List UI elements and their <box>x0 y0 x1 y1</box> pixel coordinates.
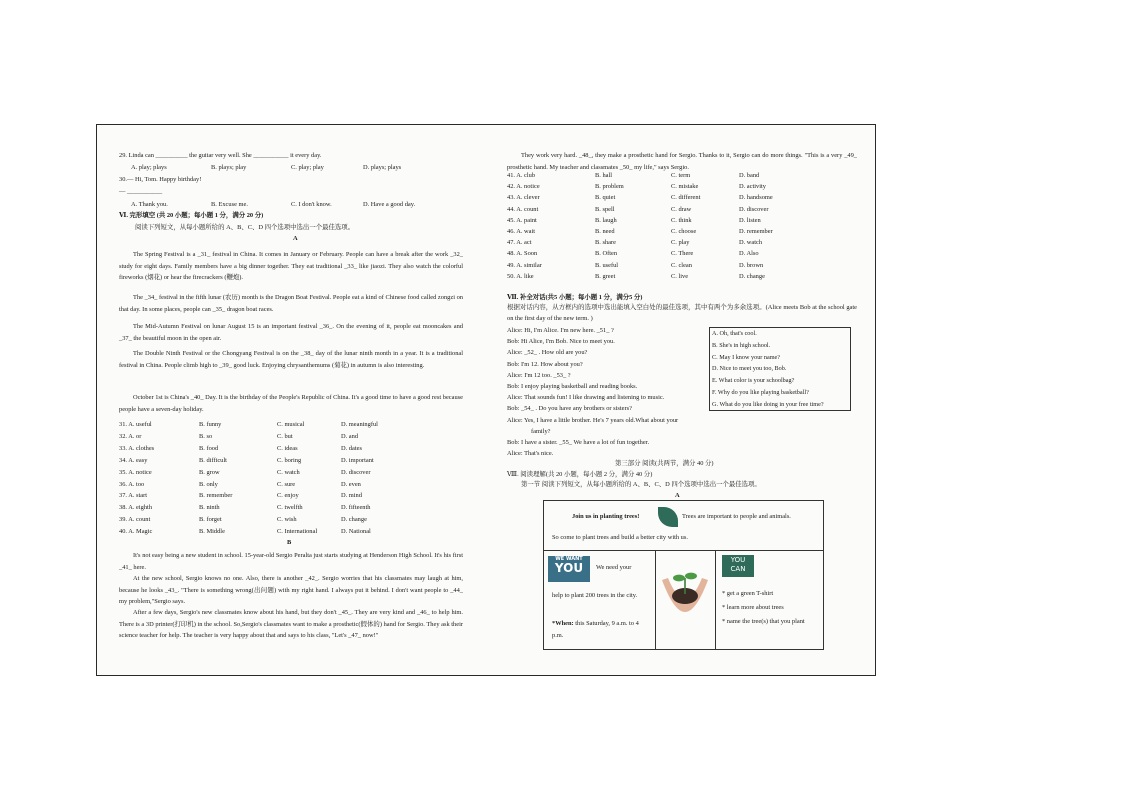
choice-31-40-option: C. boring <box>277 456 302 464</box>
choice-41-50-option: C. mistake <box>671 183 699 191</box>
choice-41-50-option: C. draw <box>671 205 692 213</box>
part-3-title: 第三部分 阅读(共两节，满分 40 分) <box>615 460 714 467</box>
choice-41-50-option: D. watch <box>739 239 763 247</box>
benefit-2: * learn more about trees <box>722 604 784 611</box>
choice-41-50-option: B. need <box>595 228 615 235</box>
choice-31-40-option: B. difficult <box>199 456 227 464</box>
q30-blank: — ___________ <box>119 188 163 195</box>
ad-cell-we-want <box>544 550 656 650</box>
ad-subline: So come to plant trees and build a better city with us. <box>552 534 688 541</box>
choice-31-40-option: 37. A. start <box>119 492 148 500</box>
benefit-3: * name the tree(s) that you plant <box>722 618 805 625</box>
dialogue-line: Bob: I have a sister. _55_ We have a lot of fun together. <box>507 439 650 446</box>
q29-option-d: D. plays; plays <box>363 164 402 171</box>
choice-41-50-option: D. band <box>739 172 760 179</box>
dialogue-line: Alice: That sounds fun! I like drawing and listening to music. <box>507 394 665 402</box>
choice-31-40-option: 35. A. notice <box>119 468 152 476</box>
ad-headline: Join us in planting trees! <box>572 513 640 520</box>
we-want-you-badge <box>548 556 590 582</box>
passage-a-para-4: The Double Ninth Festival or the Chongyang Festival is on the _38_ day of the lunar ninth month in a year. It is a traditional festival in China. People climb high to _39_ good luck. Enjoying chrysanthemums (菊花) in autumn is also interesting. <box>119 350 463 369</box>
dialogue-line: Bob: I enjoy playing basketball and reading books. <box>507 383 638 390</box>
hands-holding-seedling-icon <box>656 550 714 648</box>
passage-a-para-3: The Mid-Autumn Festival on lunar August 15 is an important festival _36_. On the evening of it, people eat mooncakes and _37_ the beautiful moon in the open air. <box>119 323 463 342</box>
choice-31-40-option: C. wish <box>277 516 297 524</box>
choice-31-40-option: D. and <box>341 432 359 440</box>
section-6-instruction: 阅读下列短文，从每小题所给的 A、B、C、D 四个选项中选出一个最佳选项。 <box>135 224 355 231</box>
choice-41-50-option: C. different <box>671 194 701 202</box>
choice-41-50-option: B. greet <box>595 272 616 280</box>
choice-41-50-option: D. listen <box>739 216 761 224</box>
section-7-title: Ⅶ. 补全对话(共5 小题；每小题 1 分，满分5 分) <box>507 294 643 301</box>
choice-31-40-option: 38. A. eighth <box>119 504 153 512</box>
q29-option-b: B. plays; play <box>211 164 247 171</box>
section-8-title: Ⅷ. 阅读理解(共 20 小题，每小题 2 分，满分 40 分) <box>507 471 653 478</box>
passage-a2-label: A <box>675 492 680 499</box>
choice-41-50-option: 45. A. paint <box>507 216 537 224</box>
choice-31-40-option: 32. A. or <box>119 432 142 440</box>
q30-stem: 30.— Hi, Tom. Happy birthday! <box>119 176 202 183</box>
choice-31-40-option: 34. A. easy <box>119 456 148 464</box>
choice-31-40-option: D. mind <box>341 492 362 500</box>
choice-41-50-option: B. quiet <box>595 194 616 202</box>
choice-31-40-option: C. but <box>277 432 293 440</box>
choice-41-50-option: B. laugh <box>595 216 617 224</box>
we-want-text: WE WANT <box>555 556 583 562</box>
choice-31-40-option: D. change <box>341 516 367 524</box>
ad-cell-hands <box>656 550 716 650</box>
when-text: this Saturday, 9 a.m. to 4 p.m. <box>552 620 639 639</box>
choice-31-40-option: B. Middle <box>199 528 225 536</box>
passage-b-para-1: It's not easy being a new student in school. 15-year-old Sergio Peralta just starts studying at Henderson High School. It's his first _41_ here. <box>119 552 463 571</box>
passage-a-label: A <box>293 235 298 242</box>
tree-planting-ad <box>543 500 824 650</box>
choice-41-50-option: B. share <box>595 239 616 247</box>
choice-41-50-option: 46. A. wait <box>507 228 536 235</box>
choice-31-40-option: C. twelfth <box>277 504 303 512</box>
dialogue-line: Bob: I'm 12. How about you? <box>507 360 583 368</box>
choice-41-50-option: B. useful <box>595 261 619 269</box>
options-box-item: C. May I know your name? <box>712 353 781 361</box>
q30-option-a: A. Thank you. <box>131 201 168 208</box>
choice-31-40-option: D. fifteenth <box>341 504 371 512</box>
choice-31-40-option: 39. A. count <box>119 516 151 524</box>
choice-31-40-option: 36. A. too <box>119 480 145 488</box>
choice-41-50-option: D. handsome <box>739 194 773 202</box>
passage-b-para-2: At the new school, Sergio knows no one. Also, there is another _42_. Sergio worries that his classmates may laugh at him, because he looks _43_. "There is something wrong(出问题) with my right hand. I always put it behind. I don't want people to _44_ my problem,"Sergio says. <box>119 575 463 606</box>
choice-31-40-option: B. forget <box>199 516 222 524</box>
q30-option-d: D. Have a good day. <box>363 201 416 208</box>
choice-41-50-option: D. activity <box>739 183 766 191</box>
choice-41-50-option: 44. A. count <box>507 205 539 213</box>
choice-31-40-option: 31. A. useful <box>119 421 152 428</box>
dialogue-line: Bob: _54_ . Do you have any brothers or sisters? <box>507 405 632 413</box>
choice-41-50-option: 48. A. Soon <box>507 250 538 258</box>
choice-31-40-option: D. National <box>341 528 371 536</box>
q29-stem: 29. Linda can __________ the guitar very well. She ___________ it every day. <box>119 152 322 159</box>
section-7-instruction: 根据对话内容，从方框内的选项中选出能填入空白处的最佳选项，其中有两个为多余选项。(Alice meets Bob at the school gate on the first day of the new term. ) <box>507 304 857 322</box>
choice-31-40-option: B. only <box>199 480 218 488</box>
dialogue-line: Alice: That's nice. <box>507 450 554 458</box>
choice-41-50-option: 41. A. club <box>507 172 536 179</box>
options-box <box>709 327 851 411</box>
choice-31-40-option: 40. A. Magic <box>119 528 153 536</box>
choice-31-40-option: D. meaningful <box>341 421 378 428</box>
q30-option-b: B. Excuse me. <box>211 201 248 208</box>
choice-41-50-option: C. clean <box>671 261 692 269</box>
choice-41-50-option: D. brown <box>739 261 764 269</box>
dialogue-line: family? <box>531 427 551 435</box>
choice-41-50-option: B. hall <box>595 172 613 179</box>
choice-31-40-option: D. important <box>341 456 374 464</box>
options-box-item: A. Oh, that's cool. <box>712 330 757 337</box>
choice-31-40-option: B. food <box>199 444 219 452</box>
ad-cell-you-can <box>716 550 823 650</box>
choice-31-40-option: C. enjoy <box>277 492 299 500</box>
options-box-item: E. What color is your schoolbag? <box>712 377 795 385</box>
choice-31-40-option: B. remember <box>199 492 233 500</box>
choice-41-50-option: D. discover <box>739 205 769 213</box>
you-can-text-b: CAN <box>730 565 746 573</box>
choice-41-50-option: 47. A. act <box>507 239 532 247</box>
choice-31-40-option: D. even <box>341 480 361 488</box>
you-text: YOU <box>554 561 584 575</box>
q29-option-a: A. play; plays <box>131 164 167 171</box>
passage-a-para-2: The _34_ festival in the fifth lunar (农历) month is the Dragon Boat Festival. People eat a kind of Chinese food called zongzi on that day. In some places, people can _35_ dragon boat races. <box>119 294 463 313</box>
you-can-text-a: YOU <box>730 556 746 564</box>
section-8-instruction: 第一节 阅读下列短文，从每小题所给的 A、B、C、D 四个选项中选出一个最佳选项。 <box>521 481 761 488</box>
choice-41-50-option: 50. A. like <box>507 272 534 280</box>
choice-31-40-option: B. grow <box>199 468 220 476</box>
when-label: *When: <box>552 620 574 627</box>
choice-31-40-option: C. musical <box>277 421 305 428</box>
q30-option-c: C. I don't know. <box>291 201 332 208</box>
ad-header <box>544 501 823 551</box>
choice-41-50-option: D. Also <box>739 250 759 258</box>
passage-a-para-5: October 1st is China's _40_ Day. It is the birthday of the People's Republic of China. It's a good time to have a good rest because people have a seven-day holiday. <box>119 394 463 413</box>
choice-31-40-option: D. dates <box>341 444 362 452</box>
passage-b-continued: They work very hard. _48_, they make a prosthetic hand for Sergio. Thanks to it, Sergio can do more things. "This is a very _49_ prosthetic hand. My teacher and classmates _50_ my life," says Sergio. <box>507 152 857 171</box>
choice-41-50-option: C. live <box>671 272 689 280</box>
choice-41-50-option: C. think <box>671 216 692 224</box>
choice-31-40-option: C. sure <box>277 480 296 488</box>
choice-31-40-option: C. watch <box>277 468 300 476</box>
dialogue-line: Alice: Hi, I'm Alice. I'm new here. _51_ ? <box>507 327 614 334</box>
choice-41-50-option: C. There <box>671 250 694 258</box>
choice-31-40-option: B. ninth <box>199 504 220 512</box>
choice-31-40-option: D. discover <box>341 468 371 476</box>
exam-sheet <box>96 124 876 676</box>
choice-41-50-option: D. change <box>739 272 765 280</box>
dialogue-line: Bob: Hi Alice, I'm Bob. Nice to meet you. <box>507 338 615 346</box>
when-info <box>552 618 650 642</box>
dialogue-line: Alice: _52_ . How old are you? <box>507 349 588 357</box>
leaf-icon <box>658 507 678 527</box>
options-box-item: D. Nice to meet you too, Bob. <box>712 365 787 373</box>
dialogue-line: Alice: Yes, I have a little brother. He's 7 years old.What about your <box>507 416 679 424</box>
choice-41-50-option: 49. A. similar <box>507 261 542 269</box>
need-text-b: help to plant 200 trees in the city. <box>552 592 638 599</box>
choice-41-50-option: C. play <box>671 239 690 247</box>
choice-41-50-option: D. remember <box>739 228 773 235</box>
you-can-badge <box>722 555 754 577</box>
choice-31-40-option: C. International <box>277 528 318 536</box>
options-box-item: B. She's in high school. <box>712 341 771 349</box>
passage-a-para-1: The Spring Festival is a _31_ festival in China. It comes in January or February. People can have a break after the work _32_ study for eight days. Family members have a big dinner together. They eat traditional _33_ like jiaozi. They also watch the colorful fireworks (烟花) or hear the firecrackers (鞭炮). <box>119 251 463 282</box>
choice-41-50-option: B. Often <box>595 250 618 258</box>
ad-headline-tail: Trees are important to people and animals. <box>682 513 791 520</box>
choice-41-50-option: C. choose <box>671 228 697 235</box>
choice-41-50-option: B. problem <box>595 183 624 191</box>
options-box-item: F. Why do you like playing basketball? <box>712 388 809 396</box>
benefit-1: * get a green T-shirt <box>722 590 774 597</box>
section-6-title: Ⅵ. 完形填空 (共 20 小题；每小题 1 分，满分 20 分) <box>119 212 264 219</box>
choice-41-50-option: B. spell <box>595 205 615 213</box>
choice-31-40-option: 33. A. clothes <box>119 444 155 452</box>
passage-b-label: B <box>287 539 292 546</box>
choice-41-50-option: 42. A. notice <box>507 183 540 191</box>
dialogue-line: Alice: I'm 12 too. _53_ ? <box>507 371 571 379</box>
choice-41-50-option: C. term <box>671 172 691 179</box>
need-text-a: We need your <box>596 564 632 571</box>
choice-41-50-option: 43. A. clever <box>507 194 540 202</box>
choice-31-40-option: C. ideas <box>277 444 298 452</box>
passage-b-para-3: After a few days, Sergio's new classmates know about his hand, but they don't _45_. They are very kind and _46_ to help him. There is a 3D printer(打印机) in the school. So,Sergio's classmates want to make a prosthetic(假体的) hand for Sergio. They ask their science teacher for help. The teacher is very happy about that and says to his class, "Let's _47_ now!" <box>119 609 463 640</box>
choice-31-40-option: B. funny <box>199 421 222 428</box>
options-box-item: G. What do you like doing in your free time? <box>712 400 824 408</box>
choice-31-40-option: B. so <box>199 432 213 440</box>
q29-option-c: C. play; play <box>291 164 324 171</box>
